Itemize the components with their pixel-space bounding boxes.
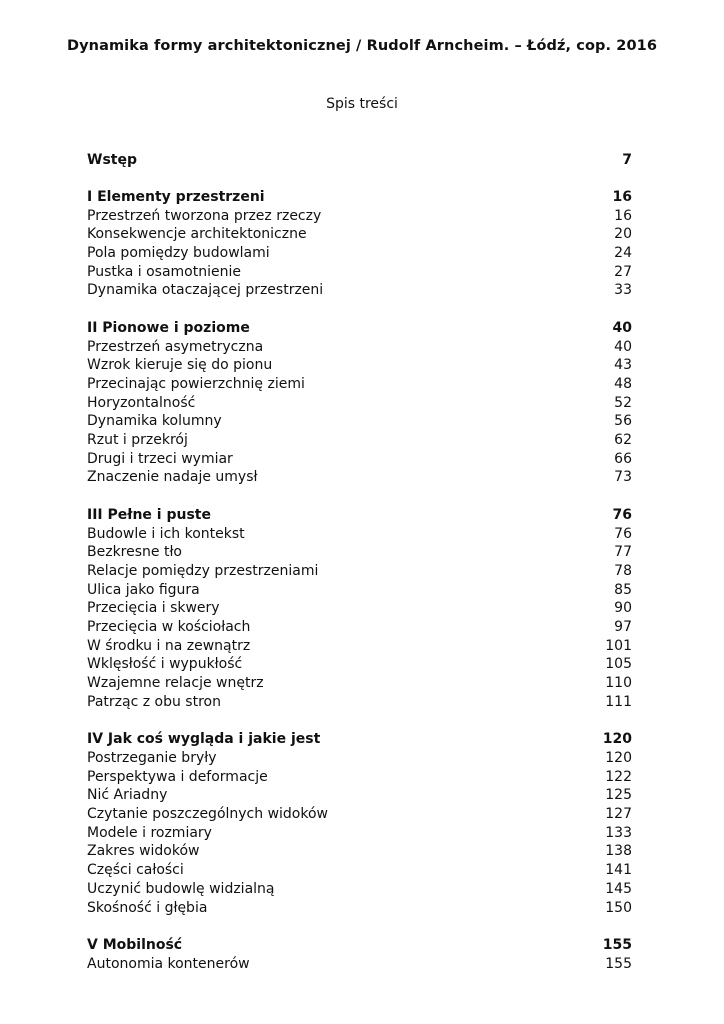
- entry-page-number: 77: [614, 544, 632, 561]
- toc-section-heading: [87, 319, 632, 338]
- entry-title: Przestrzeń asymetryczna: [87, 338, 264, 355]
- toc-entry: [87, 842, 632, 861]
- toc-entry: [87, 394, 632, 413]
- entry-title: Wklęsłość i wypukłość: [87, 656, 243, 673]
- entry-page-number: 16: [614, 207, 632, 224]
- toc-entry: [87, 655, 632, 674]
- section-page-number: 155: [602, 936, 632, 953]
- toc-entry: [87, 356, 632, 375]
- toc-entry: [87, 207, 632, 226]
- toc-section-heading: [87, 188, 632, 207]
- entry-title: Przestrzeń tworzona przez rzeczy: [87, 207, 322, 224]
- entry-page-number: 66: [614, 450, 632, 467]
- entry-title: Postrzeganie bryły: [87, 749, 217, 766]
- toc-entry: [87, 824, 632, 843]
- entry-title: Budowle i ich kontekst: [87, 525, 245, 542]
- entry-title: Rzut i przekrój: [87, 432, 188, 448]
- section-title: III Pełne i puste: [87, 506, 211, 523]
- entry-title: Czytanie poszczególnych widoków: [87, 806, 328, 822]
- entry-page-number: 40: [614, 338, 632, 355]
- section-page-number: 16: [612, 188, 632, 205]
- entry-page-number: 90: [614, 600, 632, 617]
- toc-entry: [87, 805, 632, 824]
- entry-page-number: 141: [605, 862, 632, 879]
- entry-page-number: 73: [614, 469, 632, 486]
- entry-page-number: 20: [614, 226, 632, 243]
- entry-page-number: 101: [605, 637, 632, 654]
- toc-entry: [87, 263, 632, 282]
- toc-entry: [87, 225, 632, 244]
- toc-entry: [87, 768, 632, 787]
- entry-title: Autonomia kontenerów: [87, 955, 250, 972]
- entry-page-number: 155: [605, 955, 632, 972]
- toc-entry: [87, 244, 632, 263]
- entry-title: Konsekwencje architektoniczne: [87, 226, 307, 243]
- entry-page-number: 150: [605, 899, 632, 916]
- toc-entry: [87, 450, 632, 469]
- toc-entry: [87, 581, 632, 600]
- entry-title: Skośność i głębia: [87, 899, 208, 916]
- entry-page-number: 62: [614, 432, 632, 448]
- entry-title: Relacje pomiędzy przestrzeniami: [87, 562, 319, 579]
- toc-entry: [87, 562, 632, 581]
- entry-title: W środku i na zewnątrz: [87, 637, 251, 654]
- section-title: V Mobilność: [87, 936, 183, 953]
- toc-entry: [87, 637, 632, 656]
- section-page-number: 76: [612, 506, 632, 523]
- entry-page-number: 52: [614, 394, 632, 411]
- entry-page-number: 24: [614, 245, 632, 261]
- entry-page-number: 127: [605, 806, 632, 822]
- entry-page-number: 125: [605, 787, 632, 804]
- entry-page-number: 85: [614, 581, 632, 598]
- toc-entry: [87, 861, 632, 880]
- toc-entry: [87, 412, 632, 431]
- entry-page-number: 133: [605, 824, 632, 841]
- entry-title: Pola pomiędzy budowlami: [87, 245, 270, 261]
- entry-title: Przecięcia w kościołach: [87, 619, 251, 635]
- entry-page-number: 105: [605, 656, 632, 673]
- toc-entry: [87, 543, 632, 562]
- toc-section-heading: [87, 506, 632, 525]
- entry-title: Drugi i trzeci wymiar: [87, 450, 233, 467]
- toc-entry: [87, 618, 632, 637]
- toc-entry: [87, 599, 632, 618]
- toc-entry: [87, 431, 632, 450]
- toc-entry: [87, 693, 632, 712]
- entry-page-number: 145: [605, 880, 632, 897]
- toc-entry: [87, 375, 632, 394]
- page-header: Dynamika formy architektonicznej / Rudolf Arncheim. – Łódź, cop. 2016: [66, 38, 658, 54]
- entry-page-number: 78: [614, 562, 632, 579]
- entry-page-number: 138: [605, 843, 632, 860]
- entry-title: Zakres widoków: [87, 843, 200, 860]
- entry-page-number: 110: [605, 675, 632, 692]
- entry-title: Horyzontalność: [87, 394, 196, 411]
- entry-title: Uczynić budowlę widzialną: [87, 880, 275, 897]
- entry-title: Ulica jako figura: [87, 581, 200, 598]
- toc-entry: [87, 281, 632, 300]
- entry-title: Perspektywa i deformacje: [87, 768, 268, 785]
- toc-entry: [87, 786, 632, 805]
- toc-section-heading: [87, 151, 632, 170]
- entry-page-number: 33: [614, 282, 632, 299]
- toc-entry: [87, 899, 632, 918]
- entry-title: Dynamika otaczającej przestrzeni: [87, 282, 324, 299]
- toc-entry: [87, 674, 632, 693]
- entry-title: Modele i rozmiary: [87, 824, 212, 841]
- entry-title: Nić Ariadny: [87, 787, 168, 804]
- entry-page-number: 76: [614, 525, 632, 542]
- toc-title: Spis treści: [326, 96, 398, 112]
- toc-section-heading: [87, 936, 632, 955]
- toc-entry: [87, 749, 632, 768]
- toc-entry: [87, 880, 632, 899]
- section-title: IV Jak coś wygląda i jakie jest: [87, 731, 321, 748]
- toc-entry: [87, 525, 632, 544]
- entry-page-number: 56: [614, 413, 632, 430]
- entry-title: Przecięcia i skwery: [87, 600, 220, 617]
- entry-page-number: 122: [605, 768, 632, 785]
- section-title: Wstęp: [87, 151, 137, 168]
- toc-section-heading: [87, 730, 632, 749]
- entry-page-number: 48: [614, 375, 632, 392]
- section-page-number: 40: [612, 319, 632, 336]
- entry-title: Bezkresne tło: [87, 544, 182, 561]
- entry-page-number: 43: [614, 357, 632, 374]
- entry-page-number: 120: [605, 749, 632, 766]
- entry-title: Przecinając powierzchnię ziemi: [87, 375, 305, 392]
- entry-page-number: 27: [614, 263, 632, 280]
- section-title: II Pionowe i poziome: [87, 319, 250, 336]
- entry-title: Pustka i osamotnienie: [87, 263, 241, 280]
- section-page-number: 7: [622, 151, 632, 168]
- entry-title: Wzrok kieruje się do pionu: [87, 357, 273, 374]
- entry-page-number: 97: [614, 619, 632, 635]
- section-page-number: 120: [602, 731, 632, 748]
- section-title: I Elementy przestrzeni: [87, 188, 265, 205]
- entry-title: Wzajemne relacje wnętrz: [87, 675, 264, 692]
- toc-entry: [87, 955, 632, 974]
- entry-title: Dynamika kolumny: [87, 413, 222, 430]
- toc-entry: [87, 338, 632, 357]
- entry-title: Części całości: [87, 862, 184, 879]
- toc-entry: [87, 468, 632, 487]
- entry-title: Znaczenie nadaje umysł: [87, 469, 258, 486]
- entry-page-number: 111: [605, 693, 632, 710]
- entry-title: Patrząc z obu stron: [87, 693, 221, 710]
